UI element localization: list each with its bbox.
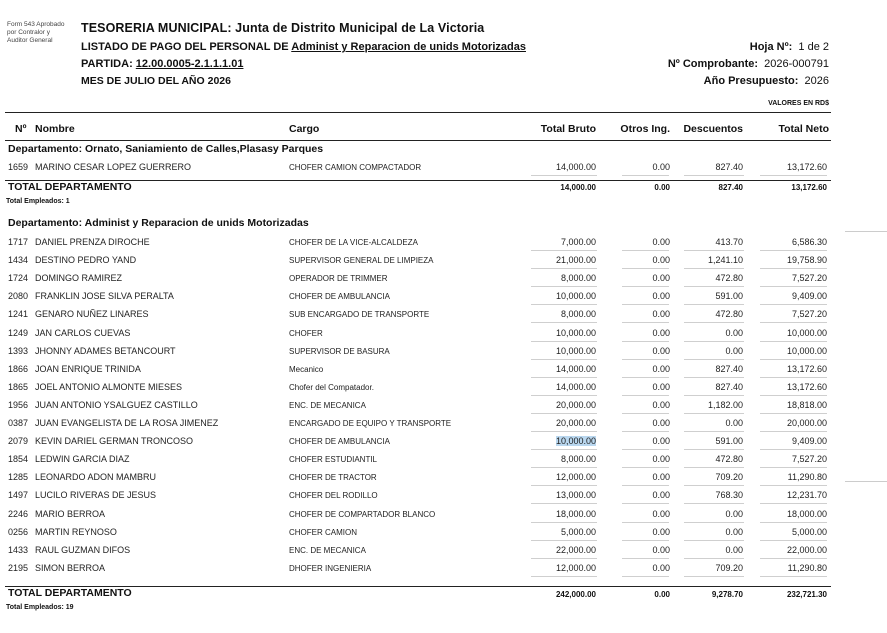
cell-num-id: 1393 bbox=[8, 345, 29, 356]
cell-underline bbox=[684, 341, 744, 342]
header-top-rule bbox=[5, 112, 831, 113]
cell-neto: 20,000.00 bbox=[786, 418, 827, 428]
cell-name: LEDWIN GARCIA DIAZ bbox=[35, 454, 130, 465]
cell-underline bbox=[622, 413, 669, 414]
cell-cargo: CHOFER DE TRACTOR bbox=[289, 473, 377, 483]
cell-underline bbox=[684, 558, 744, 559]
cell-bruto: 20,000.00 bbox=[555, 399, 596, 410]
cell-name: FRANKLIN JOSE SILVA PERALTA bbox=[35, 291, 174, 302]
cell-neto: 11,290.80 bbox=[787, 562, 827, 573]
cell-name: JUAN ANTONIO YSALGUEZ CASTILLO bbox=[35, 399, 198, 410]
cell-bruto: 20,000.00 bbox=[555, 418, 596, 428]
cell-underline bbox=[622, 359, 669, 360]
cell-otros: 0.00 bbox=[652, 255, 670, 266]
cell-underline bbox=[622, 558, 669, 559]
cell-descuentos: 0.00 bbox=[725, 508, 743, 519]
cell-cargo: CHOFER DE LA VICE-ALCALDEZA bbox=[289, 238, 418, 247]
col-neto: Total Neto bbox=[778, 123, 829, 135]
table-row bbox=[0, 397, 887, 415]
cell-otros: 0.00 bbox=[652, 490, 670, 501]
cell-name: MARINO CESAR LOPEZ GUERRERO bbox=[35, 162, 192, 172]
cell-neto: 13,172.60 bbox=[786, 363, 827, 374]
department-total-label: TOTAL DEPARTAMENTO bbox=[8, 587, 132, 599]
cell-num-id: 1865 bbox=[8, 381, 29, 392]
cell-underline bbox=[531, 395, 597, 396]
department-heading: Departamento: Ornato, Saniamiento de Calles,Plasasy Parques bbox=[8, 143, 324, 155]
cell-underline bbox=[760, 395, 827, 396]
cell-name: MARTIN REYNOSO bbox=[35, 526, 117, 537]
dept-total-bruto: 14,000.00 bbox=[560, 183, 596, 192]
table-row bbox=[0, 524, 887, 542]
cell-neto: 7,527.20 bbox=[791, 273, 827, 284]
cell-underline bbox=[684, 431, 744, 432]
cell-neto: 10,000.00 bbox=[786, 327, 827, 338]
cell-underline bbox=[622, 175, 669, 176]
cell-underline bbox=[684, 304, 744, 305]
cell-descuentos: 827.40 bbox=[715, 381, 743, 392]
margin-mark bbox=[845, 231, 887, 232]
cell-bruto: 21,000.00 bbox=[555, 255, 596, 266]
cell-num-id: 1497 bbox=[8, 490, 29, 501]
cell-num-id: 2079 bbox=[8, 436, 29, 447]
cell-underline bbox=[684, 268, 744, 269]
cell-underline bbox=[531, 431, 597, 432]
presupuesto-label: Año Presupuesto: bbox=[703, 75, 799, 87]
cell-name: JUAN EVANGELISTA DE LA ROSA JIMENEZ bbox=[35, 418, 219, 428]
cell-underline bbox=[760, 558, 827, 559]
cell-underline bbox=[531, 522, 597, 523]
cell-name: KEVIN DARIEL GERMAN TRONCOSO bbox=[35, 436, 194, 447]
cell-num-id: 0387 bbox=[8, 418, 29, 428]
table-row bbox=[0, 159, 887, 177]
cell-num-id: 1854 bbox=[8, 454, 29, 465]
cell-otros: 0.00 bbox=[652, 363, 670, 374]
cell-underline bbox=[760, 467, 827, 468]
cell-bruto: 8,000.00 bbox=[560, 309, 596, 320]
cell-num-id: 1724 bbox=[8, 273, 29, 284]
cell-otros: 0.00 bbox=[652, 454, 670, 465]
cell-bruto: 14,000.00 bbox=[555, 162, 596, 172]
cell-neto: 19,758.90 bbox=[786, 255, 827, 266]
form-note: Form 543 Aprobado por Contralor y Auditor General bbox=[7, 21, 65, 44]
cell-underline bbox=[622, 485, 669, 486]
cell-num-id: 1249 bbox=[8, 327, 29, 338]
table-row bbox=[0, 487, 887, 505]
cell-cargo: CHOFER DEL RODILLO bbox=[289, 491, 378, 501]
table-row bbox=[0, 506, 887, 524]
cell-underline bbox=[531, 304, 597, 305]
cell-cargo: OPERADOR DE TRIMMER bbox=[289, 274, 388, 284]
cell-name: LEONARDO ADON MAMBRU bbox=[35, 472, 157, 483]
cell-cargo: CHOFER ESTUDIANTIL bbox=[289, 455, 378, 465]
cell-underline bbox=[684, 467, 744, 468]
cell-bruto: 22,000.00 bbox=[555, 544, 596, 555]
cell-underline bbox=[531, 341, 597, 342]
cell-name: JHONNY ADAMES BETANCOURT bbox=[35, 345, 176, 356]
cell-descuentos: 591.00 bbox=[715, 291, 743, 302]
cell-num-id: 2195 bbox=[8, 562, 29, 573]
dept-total-otros: 0.00 bbox=[654, 183, 670, 192]
table-row bbox=[0, 270, 887, 288]
cell-name: DANIEL PRENZA DIROCHE bbox=[35, 237, 150, 247]
cell-underline bbox=[760, 522, 827, 523]
report-title: TESORERIA MUNICIPAL: Junta de Distrito Municipal de La Victoria bbox=[81, 21, 485, 35]
cell-neto: 18,818.00 bbox=[786, 399, 827, 410]
cell-underline bbox=[622, 395, 669, 396]
cell-underline bbox=[531, 467, 597, 468]
cell-otros: 0.00 bbox=[652, 508, 670, 519]
cell-underline bbox=[760, 576, 827, 577]
cell-bruto: 10,000.00 bbox=[555, 327, 596, 338]
cell-num-id: 1285 bbox=[8, 472, 29, 483]
table-row bbox=[0, 415, 887, 433]
dept-total-neto: 13,172.60 bbox=[791, 183, 827, 192]
cell-name: DOMINGO RAMIREZ bbox=[35, 273, 122, 284]
cell-cargo: CHOFER DE COMPARTADOR BLANCO bbox=[289, 509, 436, 519]
employee-count: Total Empleados: 19 bbox=[6, 604, 74, 611]
cell-otros: 0.00 bbox=[652, 273, 670, 284]
cell-underline bbox=[531, 268, 597, 269]
hoja-value: 1 de 2 bbox=[798, 41, 829, 53]
col-descuentos: Descuentos bbox=[683, 123, 743, 135]
cell-cargo: ENC. DE MECANICA bbox=[289, 545, 366, 555]
cell-underline bbox=[760, 175, 827, 176]
table-row bbox=[0, 433, 887, 451]
cell-neto: 9,409.00 bbox=[791, 436, 827, 447]
header-bottom-rule bbox=[5, 140, 831, 141]
cell-name: DESTINO PEDRO YAND bbox=[35, 255, 137, 266]
cell-descuentos: 1,182.00 bbox=[707, 399, 743, 410]
dept-total-descuentos: 827.40 bbox=[718, 183, 743, 192]
cell-num-id: 1433 bbox=[8, 544, 29, 555]
col-nombre: Nombre bbox=[35, 123, 75, 135]
listing-line bbox=[81, 41, 526, 53]
cell-cargo: DHOFER INGENIERIA bbox=[289, 563, 372, 573]
cell-descuentos: 472.80 bbox=[715, 273, 743, 284]
cell-bruto: 10,000.00 bbox=[555, 436, 596, 447]
cell-neto: 6,586.30 bbox=[791, 237, 827, 247]
cell-cargo: ENC. DE MECANICA bbox=[289, 400, 366, 410]
table-row bbox=[0, 469, 887, 487]
cell-descuentos: 472.80 bbox=[715, 454, 743, 465]
cell-neto: 7,527.20 bbox=[791, 454, 827, 465]
cell-underline bbox=[531, 175, 597, 176]
hoja-label: Hoja Nº: bbox=[749, 41, 793, 53]
cell-underline bbox=[760, 341, 827, 342]
cell-underline bbox=[622, 540, 669, 541]
table-row bbox=[0, 343, 887, 361]
cell-cargo: Chofer del Compatador. bbox=[289, 382, 374, 392]
cell-name: JOAN ENRIQUE TRINIDA bbox=[35, 363, 141, 374]
table-row bbox=[0, 234, 887, 252]
cell-underline bbox=[531, 558, 597, 559]
cell-name: JOEL ANTONIO ALMONTE MIESES bbox=[35, 381, 183, 392]
cell-name: RAUL GUZMAN DIFOS bbox=[35, 544, 131, 555]
cell-underline bbox=[622, 322, 669, 323]
cell-underline bbox=[622, 576, 669, 577]
currency-note: VALORES EN RD$ bbox=[768, 100, 829, 107]
cell-descuentos: 709.20 bbox=[715, 562, 743, 573]
month-line: MES DE JULIO DEL AÑO 2026 bbox=[81, 75, 231, 87]
cell-neto: 12,231.70 bbox=[786, 490, 827, 501]
cell-underline bbox=[684, 377, 744, 378]
cell-descuentos: 0.00 bbox=[725, 526, 743, 537]
cell-neto: 11,290.80 bbox=[787, 472, 827, 483]
cell-name: LUCILO RIVERAS DE JESUS bbox=[35, 490, 157, 501]
cell-name: JAN CARLOS CUEVAS bbox=[35, 327, 131, 338]
cell-otros: 0.00 bbox=[652, 237, 670, 247]
partida-label: PARTIDA: bbox=[81, 58, 136, 70]
cell-underline bbox=[684, 576, 744, 577]
cell-underline bbox=[622, 286, 669, 287]
cell-otros: 0.00 bbox=[652, 562, 670, 573]
cell-num-id: 1866 bbox=[8, 363, 29, 374]
cell-underline bbox=[760, 377, 827, 378]
cell-underline bbox=[684, 503, 744, 504]
cell-underline bbox=[622, 431, 669, 432]
cell-name: MARIO BERROA bbox=[35, 508, 106, 519]
cell-underline bbox=[531, 413, 597, 414]
cell-bruto: 10,000.00 bbox=[555, 345, 596, 356]
cell-underline bbox=[684, 395, 744, 396]
cell-underline bbox=[760, 503, 827, 504]
cell-underline bbox=[760, 304, 827, 305]
cell-cargo: ENCARGADO DE EQUIPO Y TRANSPORTE bbox=[289, 419, 452, 428]
cell-underline bbox=[684, 175, 744, 176]
cell-bruto: 8,000.00 bbox=[560, 273, 596, 284]
cell-cargo: SUB ENCARGADO DE TRANSPORTE bbox=[289, 310, 430, 320]
cell-cargo: CHOFER CAMION COMPACTADOR bbox=[289, 163, 422, 172]
cell-underline bbox=[622, 467, 669, 468]
cell-bruto: 12,000.00 bbox=[555, 472, 596, 483]
cell-underline bbox=[531, 449, 597, 450]
cell-descuentos: 0.00 bbox=[725, 418, 743, 428]
cell-name: SIMON BERROA bbox=[35, 562, 106, 573]
cell-underline bbox=[531, 576, 597, 577]
cell-cargo: Mecanico bbox=[289, 364, 324, 374]
cell-underline bbox=[684, 322, 744, 323]
cell-num-id: 0256 bbox=[8, 526, 29, 537]
table-row bbox=[0, 252, 887, 270]
cell-otros: 0.00 bbox=[652, 472, 670, 483]
table-row bbox=[0, 325, 887, 343]
cell-otros: 0.00 bbox=[652, 436, 670, 447]
cell-descuentos: 827.40 bbox=[715, 363, 743, 374]
cell-underline bbox=[531, 322, 597, 323]
cell-descuentos: 768.30 bbox=[715, 490, 743, 501]
dept-total-descuentos: 9,278.70 bbox=[711, 590, 743, 599]
cell-otros: 0.00 bbox=[652, 291, 670, 302]
cell-underline bbox=[760, 286, 827, 287]
cell-bruto: 5,000.00 bbox=[560, 526, 596, 537]
listing-department: Administ y Reparacion de unids Motorizadas bbox=[291, 41, 526, 53]
col-num: Nº bbox=[15, 123, 27, 135]
cell-name: GENARO NUÑEZ LINARES bbox=[35, 309, 149, 320]
cell-bruto: 14,000.00 bbox=[555, 381, 596, 392]
margin-mark bbox=[845, 481, 887, 482]
cell-underline bbox=[622, 503, 669, 504]
cell-descuentos: 0.00 bbox=[725, 327, 743, 338]
cell-descuentos: 0.00 bbox=[725, 345, 743, 356]
cell-cargo: CHOFER DE AMBULANCIA bbox=[289, 292, 390, 302]
table-row bbox=[0, 451, 887, 469]
cell-neto: 13,172.60 bbox=[786, 162, 827, 172]
cell-underline bbox=[531, 540, 597, 541]
cell-otros: 0.00 bbox=[652, 327, 670, 338]
department-heading: Departamento: Administ y Reparacion de unids Motorizadas bbox=[8, 217, 309, 229]
cell-underline bbox=[622, 522, 669, 523]
cell-cargo: SUPERVISOR DE BASURA bbox=[289, 346, 390, 356]
cell-underline bbox=[684, 250, 744, 251]
presupuesto-value: 2026 bbox=[804, 75, 829, 87]
cell-cargo: CHOFER CAMION bbox=[289, 527, 357, 537]
cell-bruto: 10,000.00 bbox=[555, 291, 596, 302]
cell-descuentos: 709.20 bbox=[715, 472, 743, 483]
cell-underline bbox=[622, 341, 669, 342]
table-row bbox=[0, 560, 887, 578]
cell-bruto: 12,000.00 bbox=[555, 562, 596, 573]
cell-neto: 10,000.00 bbox=[786, 345, 827, 356]
dept-total-bruto: 242,000.00 bbox=[555, 590, 596, 599]
cell-descuentos: 1,241.10 bbox=[707, 255, 743, 266]
col-cargo: Cargo bbox=[289, 123, 320, 135]
table-row bbox=[0, 288, 887, 306]
cell-descuentos: 0.00 bbox=[725, 544, 743, 555]
employee-count: Total Empleados: 1 bbox=[6, 198, 70, 205]
cell-neto: 22,000.00 bbox=[786, 544, 827, 555]
cell-neto: 5,000.00 bbox=[791, 526, 827, 537]
cell-bruto: 18,000.00 bbox=[555, 508, 596, 519]
cell-underline bbox=[622, 449, 669, 450]
cell-otros: 0.00 bbox=[652, 381, 670, 392]
cell-underline bbox=[760, 540, 827, 541]
cell-num-id: 1659 bbox=[8, 162, 29, 172]
cell-underline bbox=[531, 359, 597, 360]
cell-num-id: 2080 bbox=[8, 291, 29, 302]
comprobante-label: Nº Comprobante: bbox=[667, 58, 759, 70]
cell-underline bbox=[684, 540, 744, 541]
cell-underline bbox=[531, 377, 597, 378]
col-otros: Otros Ing. bbox=[620, 123, 670, 135]
table-row bbox=[0, 379, 887, 397]
cell-neto: 18,000.00 bbox=[786, 508, 827, 519]
cell-num-id: 1956 bbox=[8, 399, 29, 410]
cell-neto: 13,172.60 bbox=[786, 381, 827, 392]
cell-underline bbox=[760, 431, 827, 432]
table-row bbox=[0, 306, 887, 324]
cell-underline bbox=[531, 250, 597, 251]
comprobante-line bbox=[668, 58, 829, 70]
cell-underline bbox=[622, 268, 669, 269]
cell-descuentos: 827.40 bbox=[715, 162, 743, 172]
department-total-label: TOTAL DEPARTAMENTO bbox=[8, 181, 132, 193]
cell-underline bbox=[531, 485, 597, 486]
table-row bbox=[0, 361, 887, 379]
cell-descuentos: 413.70 bbox=[715, 237, 743, 247]
cell-underline bbox=[684, 485, 744, 486]
cell-underline bbox=[760, 449, 827, 450]
cell-underline bbox=[684, 522, 744, 523]
cell-bruto: 7,000.00 bbox=[560, 237, 596, 247]
cell-num-id: 2246 bbox=[8, 508, 29, 519]
partida-value: 12.00.0005-2.1.1.1.01 bbox=[135, 58, 244, 70]
cell-num-id: 1434 bbox=[8, 255, 29, 266]
hoja-line bbox=[750, 41, 829, 53]
cell-neto: 7,527.20 bbox=[791, 309, 827, 320]
cell-bruto: 8,000.00 bbox=[560, 454, 596, 465]
cell-otros: 0.00 bbox=[652, 345, 670, 356]
cell-otros: 0.00 bbox=[652, 544, 670, 555]
cell-underline bbox=[684, 359, 744, 360]
cell-otros: 0.00 bbox=[652, 309, 670, 320]
cell-underline bbox=[531, 286, 597, 287]
cell-bruto: 14,000.00 bbox=[555, 363, 596, 374]
cell-underline bbox=[760, 359, 827, 360]
cell-underline bbox=[622, 377, 669, 378]
cell-underline bbox=[684, 449, 744, 450]
cell-cargo: CHOFER DE AMBULANCIA bbox=[289, 437, 390, 447]
cell-underline bbox=[760, 485, 827, 486]
cell-otros: 0.00 bbox=[652, 162, 670, 172]
cell-underline bbox=[622, 304, 669, 305]
cell-num-id: 1717 bbox=[8, 237, 29, 247]
cell-underline bbox=[684, 413, 744, 414]
comprobante-value: 2026-000791 bbox=[764, 58, 829, 70]
cell-otros: 0.00 bbox=[652, 399, 670, 410]
cell-underline bbox=[760, 322, 827, 323]
cell-underline bbox=[760, 268, 827, 269]
cell-underline bbox=[760, 250, 827, 251]
cell-underline bbox=[760, 413, 827, 414]
table-row bbox=[0, 542, 887, 560]
col-bruto: Total Bruto bbox=[540, 123, 596, 135]
cell-cargo: CHOFER bbox=[289, 328, 323, 338]
cell-underline bbox=[622, 250, 669, 251]
cell-underline bbox=[684, 286, 744, 287]
cell-num-id: 1241 bbox=[8, 309, 29, 320]
dept-total-neto: 232,721.30 bbox=[786, 590, 827, 599]
cell-bruto: 13,000.00 bbox=[555, 490, 596, 501]
cell-neto: 9,409.00 bbox=[791, 291, 827, 302]
partida-line bbox=[81, 58, 243, 70]
cell-otros: 0.00 bbox=[652, 526, 670, 537]
presupuesto-line bbox=[704, 75, 829, 87]
listing-prefix: LISTADO DE PAGO DEL PERSONAL DE bbox=[81, 41, 292, 53]
cell-descuentos: 472.80 bbox=[715, 309, 743, 320]
cell-otros: 0.00 bbox=[652, 418, 670, 428]
cell-cargo: SUPERVISOR GENERAL DE LIMPIEZA bbox=[289, 256, 434, 266]
cell-descuentos: 591.00 bbox=[715, 436, 743, 447]
dept-total-otros: 0.00 bbox=[654, 590, 670, 599]
cell-underline bbox=[531, 503, 597, 504]
